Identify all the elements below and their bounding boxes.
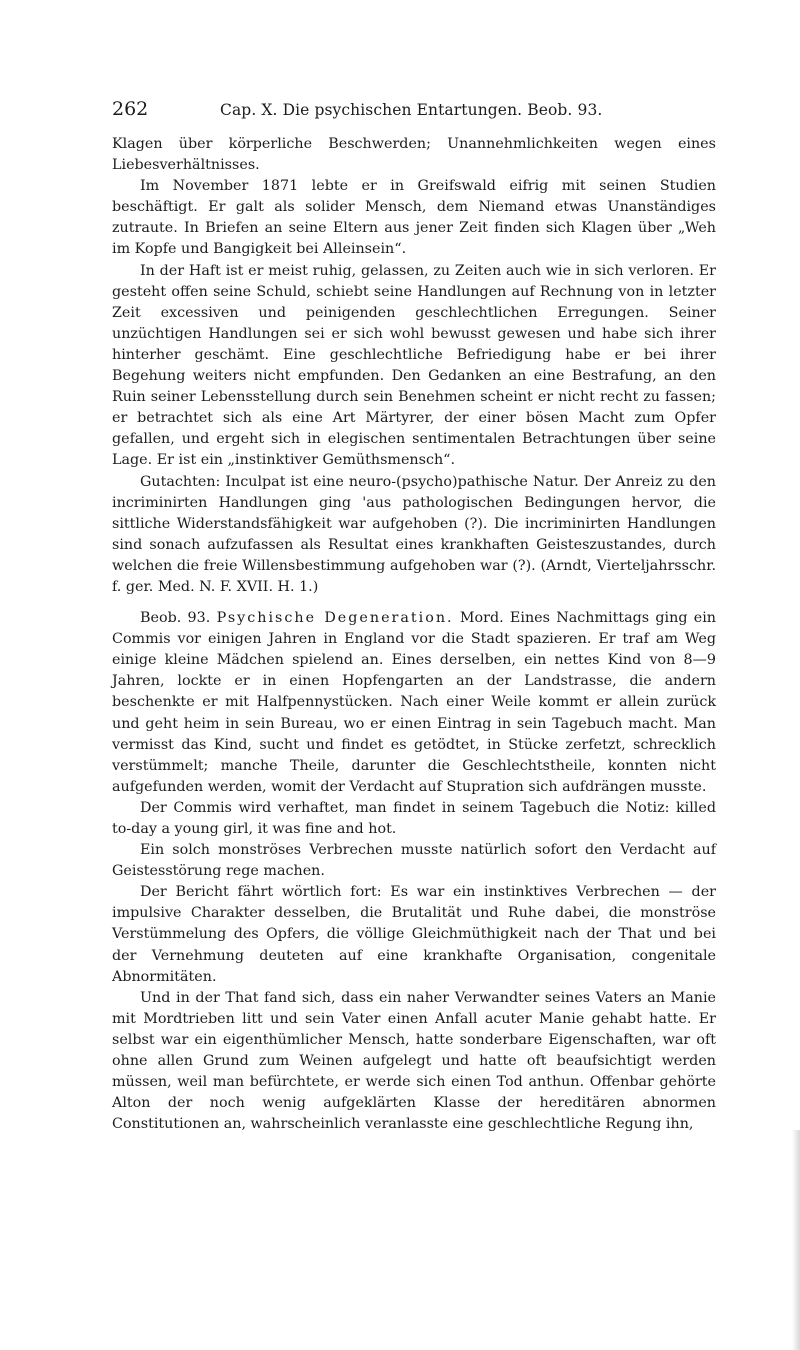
- observation-title: Psychische Degeneration.: [216, 610, 454, 627]
- paragraph-gutachten: Gutachten: Inculpat ist eine neuro-(psycho)pathische Natur. Der Anreiz zu den incriminirten Handlungen ging 'aus pathologischen Bedingungen hervor, die sittliche Widerstandsfähigkeit war aufgehoben (?). Die incriminirten Handlungen sind sonach aufzufassen als Resultat eines krankhaften Geisteszustandes, durch welchen die freie Willensbestimmung aufgehoben war (?). (Arndt, Vierteljahrsschr. f. ger. Med. N. F. XVII. H. 1.): [112, 473, 716, 595]
- paragraph-1: Klagen über körperliche Beschwerden; Unannehmlichkeiten wegen eines Liebesverhältnisses.: [112, 136, 716, 174]
- section-gap: [112, 598, 716, 608]
- paragraph-verwandter: Und in der That fand sich, dass ein naher Verwandter seines Vaters an Manie mit Mordtrieben litt und sein Vater einen Anfall acuter Manie gehabt hatte. Er selbst war ein eigenthümlicher Mensch, hatte sonderbare Eigenschaften, war oft ohne allen Grund zum Weinen aufgelegt und hatte oft beaufsichtigt werden müssen, weil man befürchtete, er werde sich einen Tod anthun. Offenbar gehörte Alton der noch wenig aufgeklärten Klasse der hereditären abnormen Constitutionen an, wahrscheinlich veranlasste eine geschlechtliche Regung ihn,: [112, 989, 716, 1133]
- book-page: [112, 98, 716, 1135]
- observation-paragraph: [112, 608, 716, 798]
- paragraph-bericht: Der Bericht fährt wörtlich fort: Es war ein instinktives Verbrechen — der impulsive Charakter desselben, die Brutalität und Ruhe dabei, die monströse Verstümmelung des Opfers, die völlige Gleichmüthigkeit nach der That und bei der Vernehmung deuteten auf eine krankhafte Organisation, congenitale Abnormitäten.: [112, 884, 716, 985]
- page-edge-shadow: [792, 1130, 800, 1350]
- paragraph-commis: Der Commis wird verhaftet, man findet in seinem Tagebuch die Notiz: killed to-day a young girl, it was fine and hot.: [112, 799, 716, 837]
- page-body: [112, 134, 716, 1135]
- paragraph-verdacht: Ein solch monströses Verbrechen musste natürlich sofort den Verdacht auf Geistesstörung rege machen.: [112, 842, 716, 880]
- running-head: Cap. X. Die psychischen Entartungen. Beob. 93.: [220, 101, 603, 119]
- paragraph-3: In der Haft ist er meist ruhig, gelassen, zu Zeiten auch wie in sich verloren. Er gesteht offen seine Schuld, schiebt seine Handlungen auf Rechnung von in letzter Zeit excessiven und peinigenden geschlechtlichen Erregungen. Seiner unzüchtigen Handlungen sei er sich wohl bewusst gewesen und habe sich ihrer hinterher geschämt. Eine geschlechtliche Befriedigung habe er bei ihrer Begehung weiters nicht empfunden. Den Gedanken an eine Bestrafung, an den Ruin seiner Lebensstellung durch sein Benehmen scheint er nicht recht zu fassen; er betrachtet sich als eine Art Märtyrer, der einer bösen Macht zum Opfer gefallen, und ergeht sich in elegischen sentimentalen Betrachtungen über seine Lage. Er ist ein „instinktiver Gemüthsmensch“.: [112, 262, 716, 469]
- observation-text: Mord. Eines Nachmittags ging ein Commis vor einigen Jahren in England vor die Stadt spazieren. Er traf am Weg einige kleine Mädchen spielend an. Eines derselben, ein nettes Kind von 8—9 Jahren, lockte er in einen Hopfengarten an der Landstrasse, die andern beschenkte er mit Halfpennystücken. Nach einer Weile kommt er allein zurück und geht heim in sein Bureau, wo er einen Eintrag in sein Tagebuch macht. Man vermisst das Kind, sucht und findet es getödtet, in Stücke zerfetzt, schrecklich verstümmelt; manche Theile, darunter die Geschlechtstheile, konnten nicht aufgefunden werden, womit der Verdacht auf Stupration sich aufdrängen musste.: [112, 610, 717, 795]
- page-header: [112, 98, 716, 128]
- page-number: 262: [112, 98, 149, 120]
- observation-number: Beob. 93.: [140, 610, 211, 627]
- paragraph-2: Im November 1871 lebte er in Greifswald eifrig mit seinen Studien beschäftigt. Er galt als solider Mensch, dem Niemand etwas Unanständiges zutraute. In Briefen an seine Eltern aus jener Zeit finden sich Klagen über „Weh im Kopfe und Bangigkeit bei Alleinsein“.: [112, 178, 716, 258]
